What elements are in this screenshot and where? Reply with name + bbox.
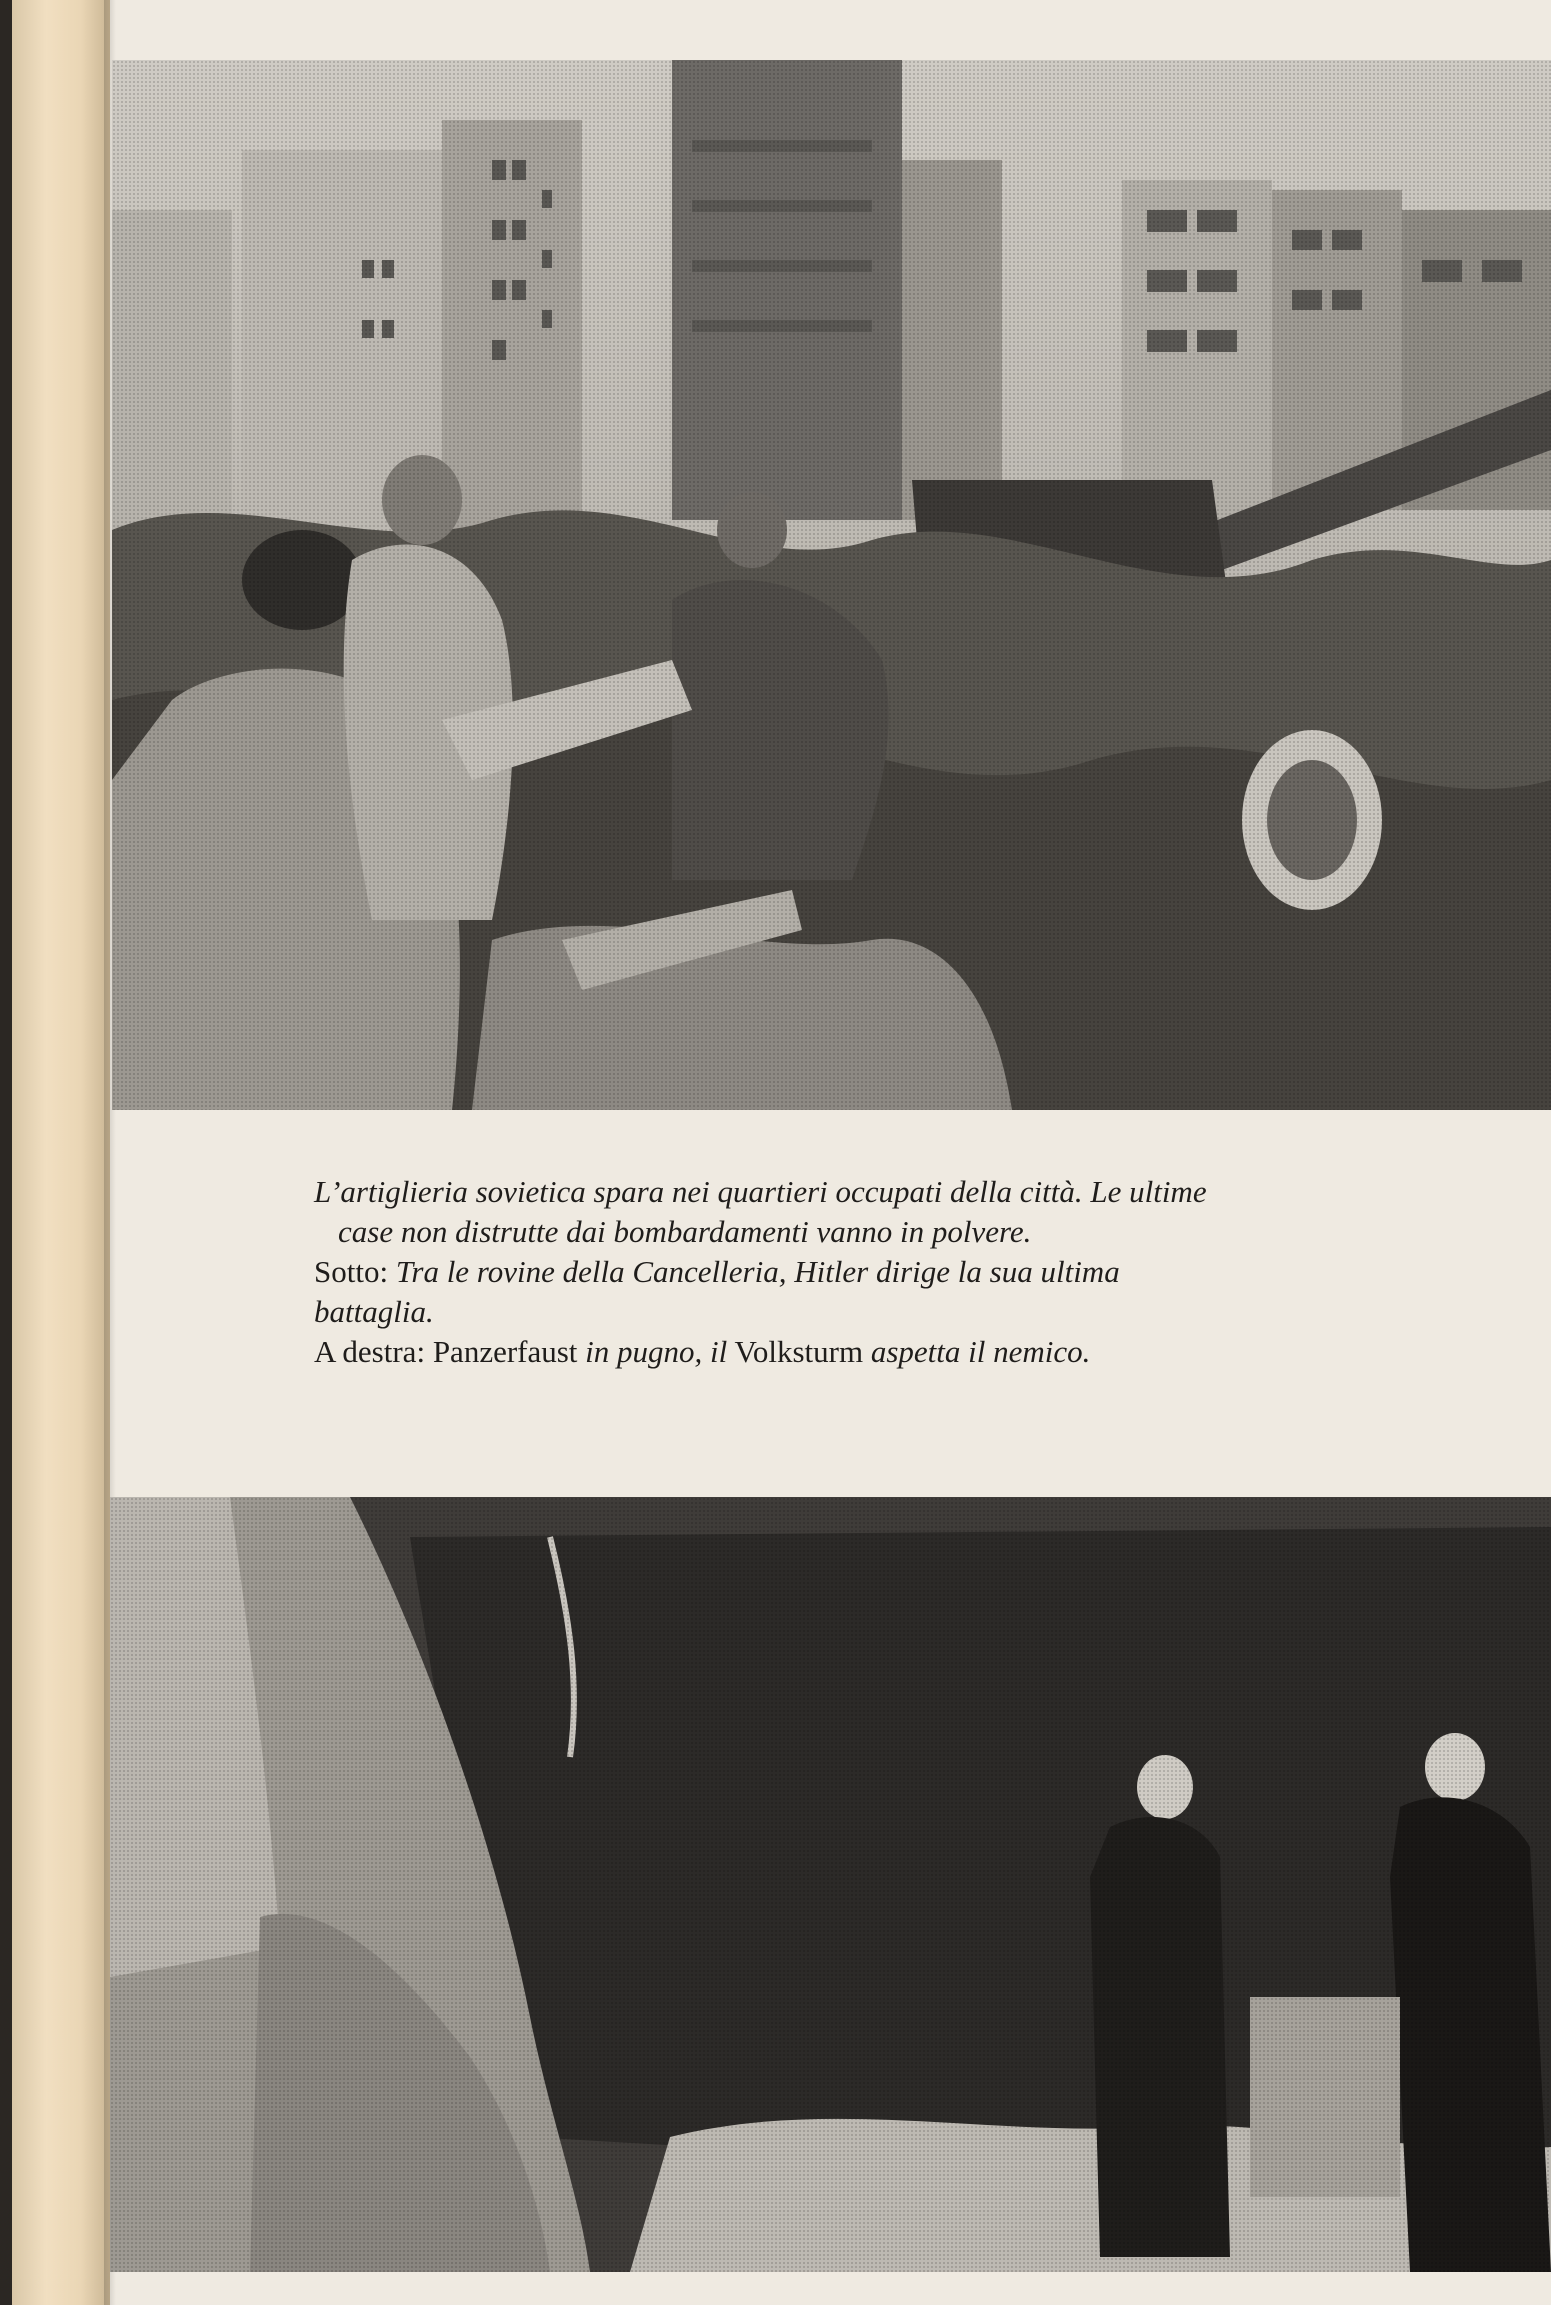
caption-below-prefix: Sotto: [314,1254,396,1289]
chancellery-ruins-photo [110,1497,1551,2272]
book-page-edges [12,0,110,2305]
caption-below-text: Tra le rovine della Cancelleria, Hitler dirige la sua ultima [395,1254,1120,1289]
book-binding-shadow [0,0,12,2305]
caption-term-panzerfaust: Panzerfaust [432,1334,578,1369]
caption-right-text-1: in pugno, il [577,1334,728,1369]
soviet-artillery-photo-icon [112,60,1551,1110]
caption-line-1: L’artiglieria sovietica spara nei quartieri occupati della città. Le ultime [314,1174,1207,1209]
caption-below-text-continued: battaglia. [314,1294,434,1329]
soviet-artillery-photo [112,60,1551,1110]
caption-term-volksturm: Volksturm [727,1334,864,1369]
caption-below-line [314,1252,1474,1292]
caption-line-2: case non distrutte dai bombardamenti vanno in polvere. [338,1214,1032,1249]
caption-right-line [314,1332,1474,1372]
photo-caption [314,1172,1474,1372]
caption-right-prefix: A destra: [314,1334,433,1369]
chancellery-ruins-photo-icon [110,1497,1551,2272]
caption-right-text-2: aspetta il nemico. [863,1334,1091,1369]
